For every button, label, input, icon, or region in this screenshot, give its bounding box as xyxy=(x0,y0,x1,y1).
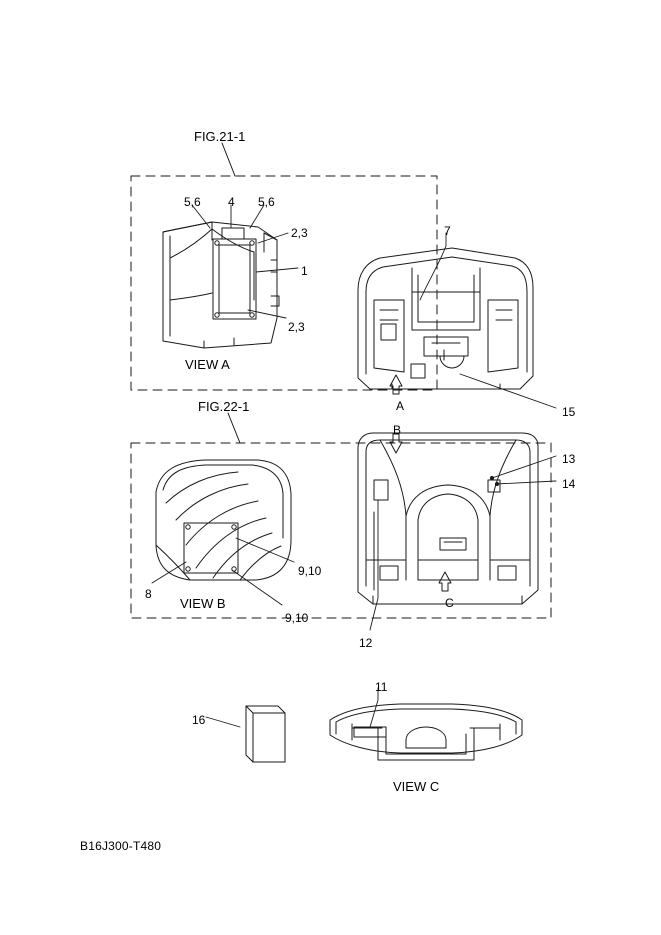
section-marker-c: C xyxy=(445,596,454,610)
callout-1: 1 xyxy=(301,264,308,278)
callout-14: 14 xyxy=(562,477,576,491)
view-label-c: VIEW C xyxy=(393,779,440,794)
callout-15: 15 xyxy=(562,405,576,419)
view-a-leaders xyxy=(192,205,298,318)
vehicle-upper-illustration xyxy=(358,248,533,389)
callout-4: 4 xyxy=(228,195,235,209)
section-arrow-c xyxy=(439,572,451,591)
view-a-illustration xyxy=(163,222,279,348)
fig22-dashed-box xyxy=(131,413,551,618)
item-16-illustration xyxy=(246,706,285,762)
part-code: B16J300-T480 xyxy=(80,839,162,853)
view-label-a: VIEW A xyxy=(185,357,230,372)
callout-11: 11 xyxy=(375,680,388,694)
figure-label-fig22: FIG.22-1 xyxy=(198,399,250,414)
fig21-dashed-box xyxy=(131,143,437,390)
section-marker-a: A xyxy=(396,399,405,413)
view-b-illustration xyxy=(156,460,291,580)
callout-16: 16 xyxy=(192,713,206,727)
callout-5-6-right: 5,6 xyxy=(258,195,275,209)
figure-label-fig21: FIG.21-1 xyxy=(194,129,246,144)
callout-13: 13 xyxy=(562,452,576,466)
callout-5-6-left: 5,6 xyxy=(184,195,201,209)
view-label-b: VIEW B xyxy=(180,596,226,611)
view-b-leaders xyxy=(152,538,294,605)
callout-9-10-lower: 9,10 xyxy=(285,611,309,625)
callout-7: 7 xyxy=(444,224,451,238)
section-marker-b: B xyxy=(393,423,402,437)
view-c-illustration xyxy=(330,704,522,760)
callout-12: 12 xyxy=(359,636,373,650)
callout-9-10-upper: 9,10 xyxy=(298,564,322,578)
callout-8: 8 xyxy=(145,587,152,601)
callout-2-3-bottom: 2,3 xyxy=(288,320,305,334)
callout-2-3-top: 2,3 xyxy=(291,226,308,240)
